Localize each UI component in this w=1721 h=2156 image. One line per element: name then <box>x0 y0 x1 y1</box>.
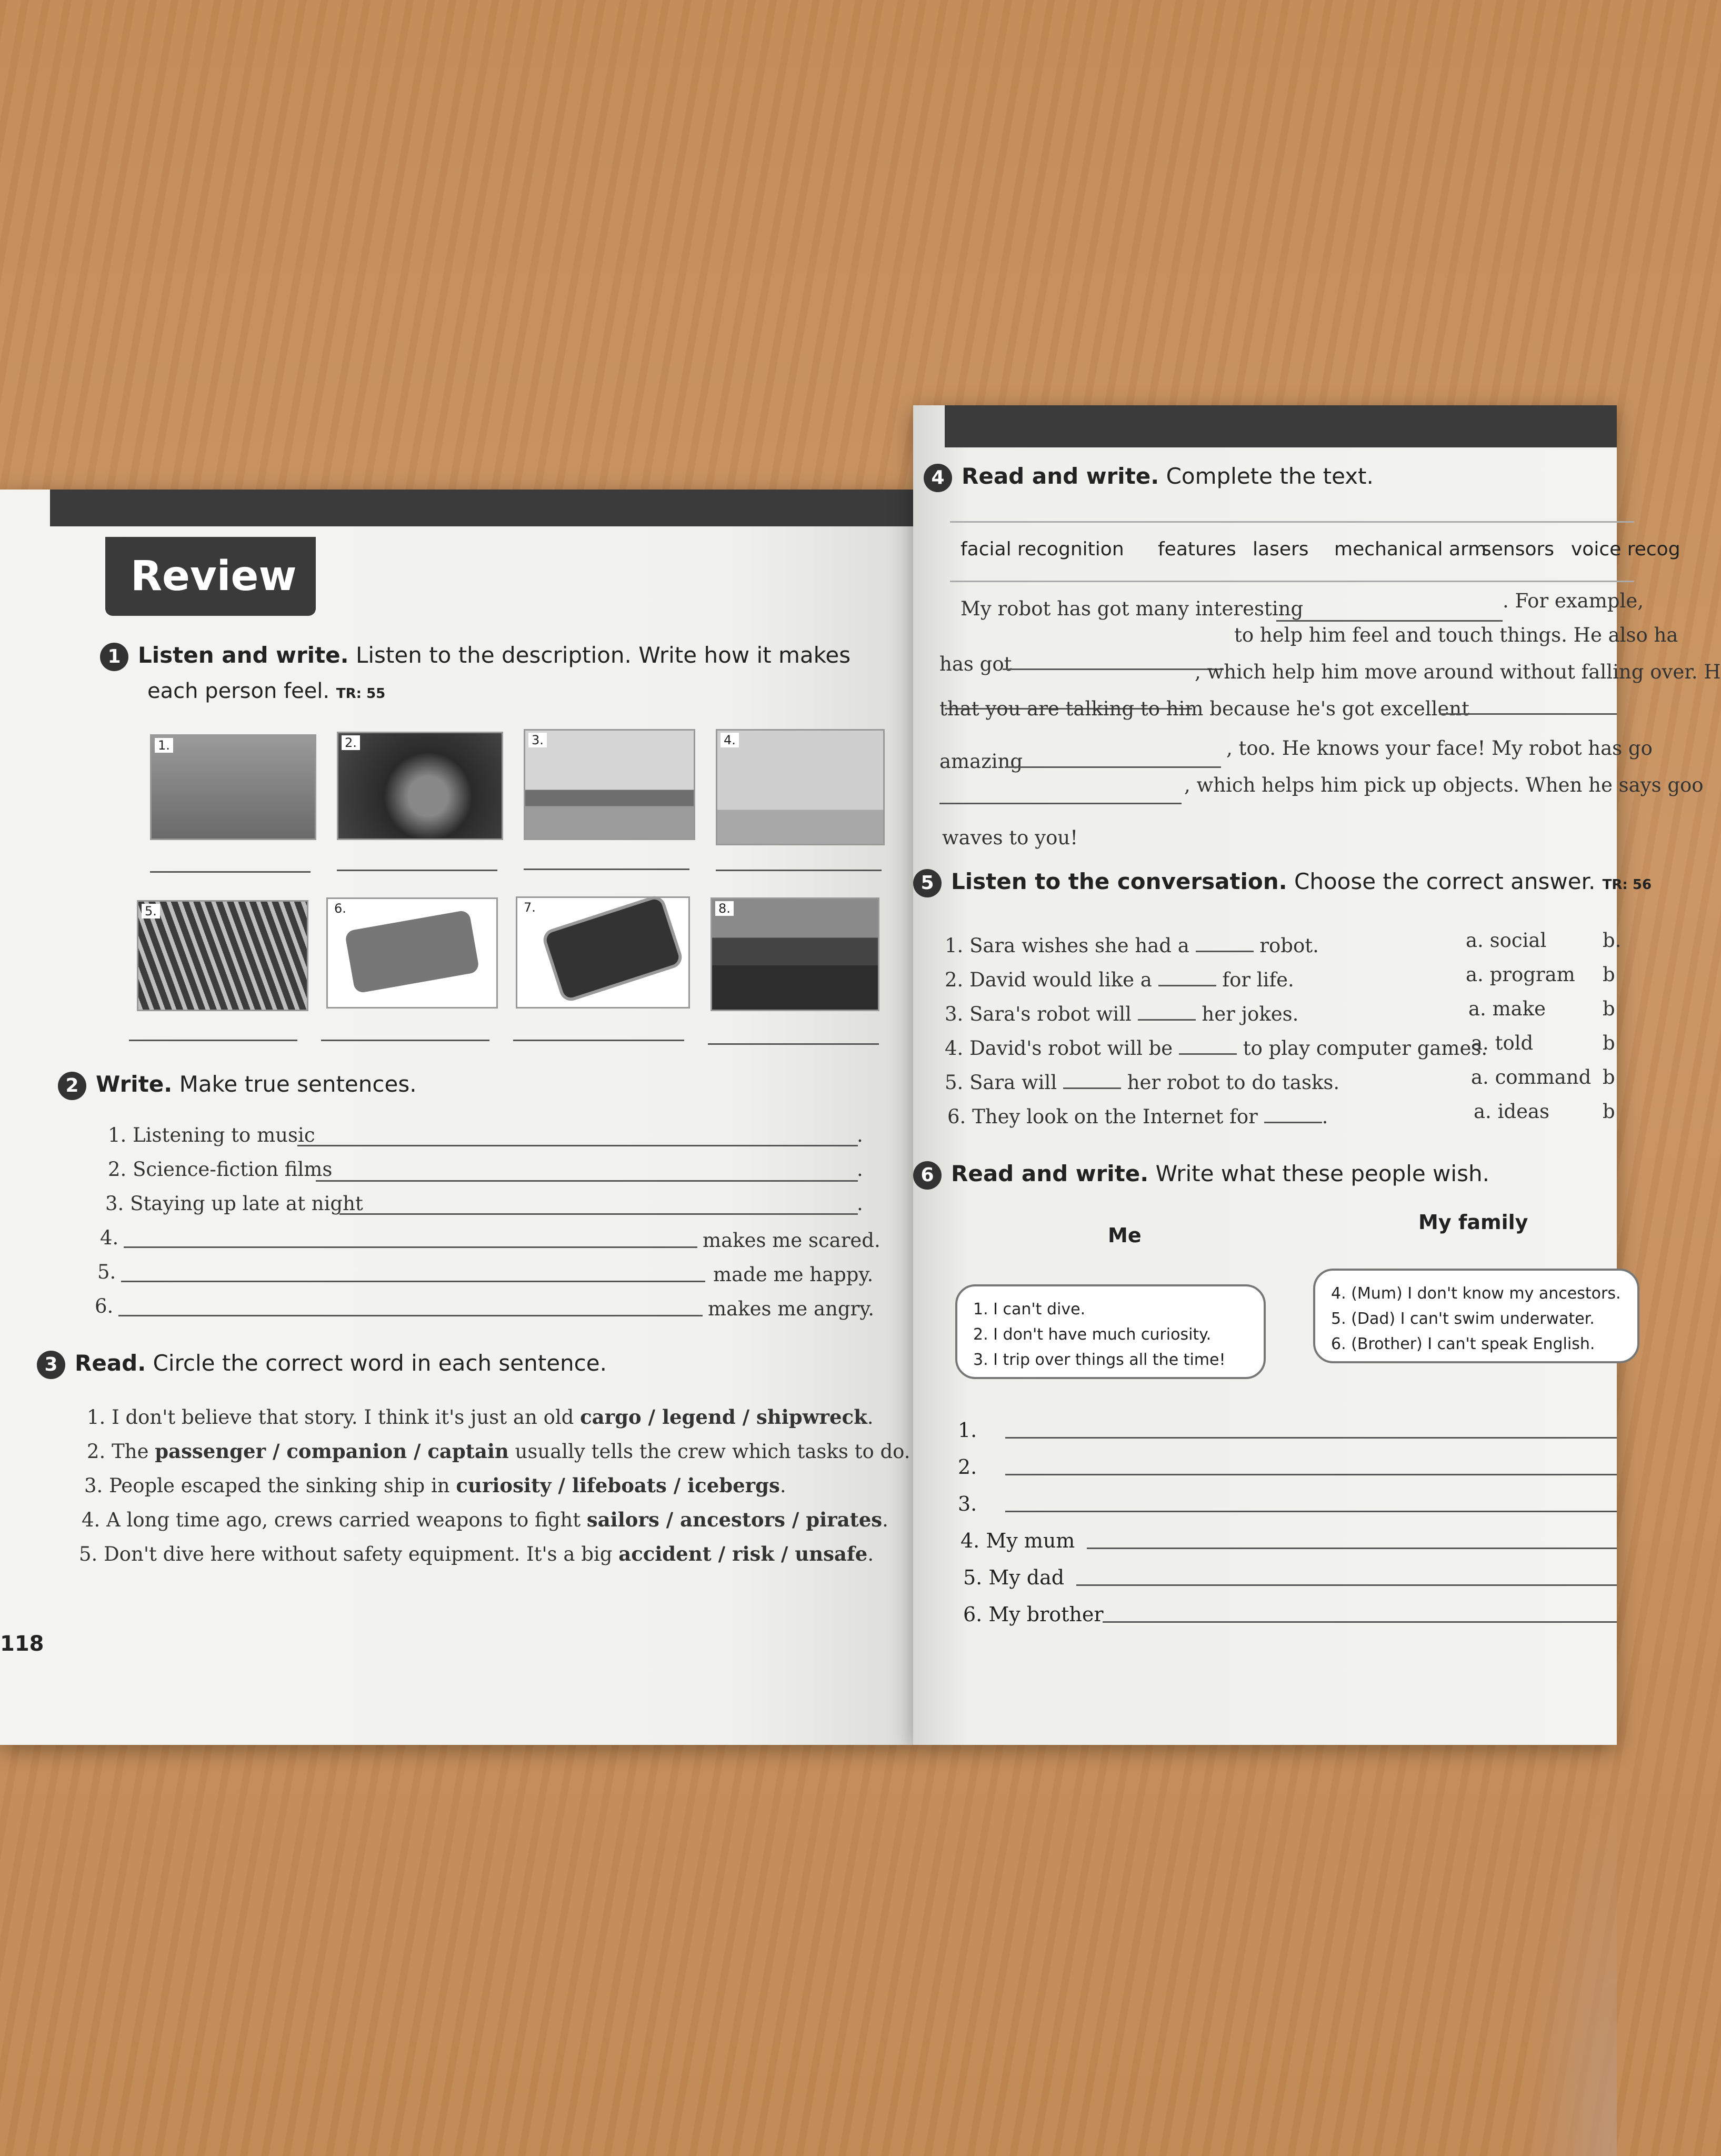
picture-swimmer: 1. <box>150 734 316 840</box>
question-4-option-a[interactable]: a. told <box>1471 1032 1534 1054</box>
section-3-heading <box>37 1350 607 1379</box>
family-wish-6: 6. (Brother) I can't speak English. <box>1331 1335 1595 1353</box>
right-page <box>913 405 1721 1745</box>
text-line-1-end: . For example, <box>1503 590 1644 612</box>
sentence-2-blank[interactable] <box>316 1180 858 1182</box>
section-3-number: 3 <box>37 1351 65 1379</box>
question-4-option-b[interactable]: b <box>1603 1032 1615 1054</box>
section-2-bold: Write. <box>96 1071 173 1097</box>
word-features: features <box>1158 538 1236 560</box>
sentence-4-blank[interactable] <box>124 1246 697 1248</box>
question-2-option-a[interactable]: a. program <box>1466 963 1575 986</box>
section-2-heading <box>58 1071 417 1100</box>
sentence-2: 2. Science-fiction films <box>108 1158 333 1181</box>
sentence-6-end: makes me angry. <box>708 1297 874 1320</box>
track-56: TR: 56 <box>1602 877 1652 893</box>
sentence-5-end: made me happy. <box>713 1263 874 1286</box>
hand-shadow <box>1522 1788 1617 2156</box>
text-line-2: to help him feel and touch things. He also ha <box>1234 624 1678 646</box>
text-line-6: , which helps him pick up objects. When he says goo <box>1184 774 1704 796</box>
sentence-3-blank[interactable] <box>339 1213 858 1215</box>
section-6-instruction: Write what these people wish. <box>1155 1161 1489 1186</box>
word-facial-recognition: facial recognition <box>960 538 1124 560</box>
section-2-number: 2 <box>58 1072 86 1100</box>
wish-answer-3-blank[interactable] <box>1005 1511 1617 1512</box>
section-1-heading <box>100 642 851 671</box>
question-5-option-b[interactable]: b <box>1603 1066 1615 1089</box>
picture-cave: 2. <box>337 732 503 840</box>
section-5-instruction: Choose the correct answer. <box>1294 869 1596 894</box>
text-line-5-start: amazing <box>939 750 1023 773</box>
sentence-6-blank[interactable] <box>118 1315 703 1316</box>
right-top-bar <box>945 405 1617 447</box>
question-6-option-b[interactable]: b <box>1603 1100 1615 1123</box>
word-bank <box>950 521 1680 582</box>
question-3-option-b[interactable]: b <box>1603 997 1615 1020</box>
text-line-3-start: has got <box>939 653 1012 675</box>
family-wish-5: 5. (Dad) I can't swim underwater. <box>1331 1310 1595 1328</box>
text-blank-5[interactable] <box>1005 766 1221 768</box>
answer-line-4[interactable] <box>716 870 882 871</box>
word-options-3[interactable]: curiosity / lifeboats / icebergs <box>456 1474 780 1497</box>
answer-line-7[interactable] <box>513 1040 684 1041</box>
answer-line-5[interactable] <box>129 1040 297 1041</box>
text-line-5: , too. He knows your face! My robot has go <box>1226 737 1653 760</box>
wish-answer-4-label: 4. My mum <box>960 1529 1075 1552</box>
section-6-heading <box>913 1161 1489 1190</box>
wish-answer-5-label: 5. My dad <box>963 1566 1065 1589</box>
sentence-1-end: . <box>857 1124 863 1146</box>
word-options-5[interactable]: accident / risk / unsafe <box>618 1542 868 1565</box>
word-lasers: lasers <box>1253 538 1309 560</box>
text-line-7: waves to you! <box>942 826 1078 849</box>
question-2-option-b[interactable]: b <box>1603 963 1615 986</box>
wish-answer-6-blank[interactable] <box>1103 1621 1617 1623</box>
circle-sentence-4: 4. A long time ago, crews carried weapons to fight sailors / ancestors / pirates. <box>82 1508 888 1531</box>
wish-answer-3-label: 3. <box>958 1492 977 1515</box>
sentence-3: 3. Staying up late at night <box>105 1192 363 1215</box>
circle-sentence-2: 2. The passenger / companion / captain usually tells the crew which tasks to do. <box>87 1440 910 1463</box>
text-blank-4[interactable] <box>1439 713 1617 715</box>
question-1-option-b[interactable]: b. <box>1603 929 1622 952</box>
question-3: 3. Sara's robot will her jokes. <box>945 1003 1299 1025</box>
circle-sentence-3: 3. People escaped the sinking ship in curiosity / lifeboats / icebergs. <box>84 1474 786 1497</box>
text-blank-6[interactable] <box>939 803 1182 804</box>
wish-answer-4-blank[interactable] <box>1087 1548 1617 1549</box>
question-2: 2. David would like a for life. <box>945 969 1294 991</box>
wish-answer-1-label: 1. <box>958 1419 977 1442</box>
sentence-5-blank[interactable] <box>121 1281 705 1282</box>
sentence-4-number: 4. <box>100 1226 119 1249</box>
left-page <box>0 490 913 1745</box>
section-1-line2 <box>147 679 385 703</box>
question-5: 5. Sara will her robot to do tasks. <box>945 1071 1340 1094</box>
section-1-instruction: Listen to the description. Write how it makes <box>355 642 851 668</box>
circle-sentence-1: 1. I don't believe that story. I think it's just an old cargo / legend / shipwreck. <box>87 1405 874 1429</box>
section-5-heading <box>913 869 1652 897</box>
answer-line-1[interactable] <box>150 871 311 873</box>
word-mechanical-arm: mechanical arm <box>1334 538 1487 560</box>
section-3-instruction: Circle the correct word in each sentence. <box>153 1350 607 1376</box>
me-wish-3: 3. I trip over things all the time! <box>973 1351 1226 1369</box>
wish-answer-5-blank[interactable] <box>1076 1584 1617 1586</box>
sentence-1: 1. Listening to music <box>108 1124 315 1146</box>
word-options-2[interactable]: passenger / companion / captain <box>155 1440 509 1463</box>
sentence-5-number: 5. <box>97 1261 116 1283</box>
section-6-number: 6 <box>913 1161 942 1190</box>
me-speech-bubble <box>955 1284 1266 1379</box>
section-4-bold: Read and write. <box>962 463 1159 489</box>
page-number: 118 <box>0 1632 44 1656</box>
question-5-option-a[interactable]: a. command <box>1471 1066 1592 1089</box>
word-options-1[interactable]: cargo / legend / shipwreck <box>580 1405 867 1429</box>
section-1-number: 1 <box>100 643 128 671</box>
picture-rocky-shore: 8. <box>711 897 879 1011</box>
section-4-number: 4 <box>924 464 952 492</box>
picture-insect-on-plant: 5. <box>137 900 308 1011</box>
picture-smartphone: 7. <box>516 896 690 1009</box>
sentence-3-end: . <box>857 1192 863 1215</box>
question-1-option-a[interactable]: a. social <box>1466 929 1547 952</box>
section-6-bold: Read and write. <box>951 1161 1149 1186</box>
question-1: 1. Sara wishes she had a robot. <box>945 934 1319 957</box>
answer-line-2[interactable] <box>337 870 497 871</box>
review-banner: Review <box>105 537 316 616</box>
me-wish-2: 2. I don't have much curiosity. <box>973 1325 1212 1344</box>
wish-answer-1-blank[interactable] <box>1005 1437 1617 1439</box>
text-blank-2[interactable] <box>1003 668 1224 670</box>
sentence-6-number: 6. <box>95 1295 114 1317</box>
section-1-instruction-2: each person feel. <box>147 679 330 703</box>
section-4-heading <box>924 463 1374 492</box>
text-line-3: , which help him move around without falling over. H <box>1195 661 1721 683</box>
answer-line-3[interactable] <box>524 869 689 870</box>
section-5-bold: Listen to the conversation. <box>951 869 1287 894</box>
answer-line-8[interactable] <box>708 1043 879 1045</box>
me-label: Me <box>1108 1224 1142 1247</box>
section-4-instruction: Complete the text. <box>1166 463 1374 489</box>
text-line-1: My robot has got many interesting <box>960 597 1304 620</box>
wish-answer-2-blank[interactable] <box>1005 1474 1617 1475</box>
section-1-bold: Listen and write. <box>138 642 349 668</box>
circle-sentence-5: 5. Don't dive here without safety equipment. It's a big accident / risk / unsafe. <box>79 1542 874 1565</box>
question-6: 6. They look on the Internet for . <box>947 1105 1328 1128</box>
left-top-bar <box>50 490 913 526</box>
question-6-option-a[interactable]: a. ideas <box>1474 1100 1550 1123</box>
text-line-4: that you are talking to him because he's got excellent <box>939 697 1469 720</box>
picture-people-in-room: 4. <box>716 729 885 845</box>
family-wish-4: 4. (Mum) I don't know my ancestors. <box>1331 1284 1621 1303</box>
section-3-bold: Read. <box>75 1350 146 1376</box>
word-options-4[interactable]: sailors / ancestors / pirates <box>586 1508 883 1531</box>
wish-answer-2-label: 2. <box>958 1455 977 1479</box>
text-blank-1[interactable] <box>1276 620 1503 622</box>
sentence-2-end: . <box>857 1158 863 1181</box>
sentence-1-blank[interactable] <box>297 1145 858 1146</box>
word-sensors: sensors <box>1482 538 1555 560</box>
sentence-4-end: makes me scared. <box>703 1229 880 1252</box>
picture-chocolate-bar: 6. <box>326 897 498 1009</box>
word-voice-recognition: voice recog <box>1571 538 1680 560</box>
question-4: 4. David's robot will be to play computer games. <box>945 1037 1488 1060</box>
question-3-option-a[interactable]: a. make <box>1468 997 1546 1020</box>
me-wish-1: 1. I can't dive. <box>973 1300 1086 1319</box>
track-55: TR: 55 <box>336 686 386 702</box>
family-speech-bubble <box>1313 1269 1639 1363</box>
wish-answer-6-label: 6. My brother <box>963 1603 1104 1626</box>
answer-line-6[interactable] <box>321 1040 489 1041</box>
section-5-number: 5 <box>913 869 942 897</box>
my-family-label: My family <box>1418 1211 1528 1234</box>
section-2-instruction: Make true sentences. <box>179 1071 417 1097</box>
picture-girl-on-swing: 3. <box>524 729 695 840</box>
